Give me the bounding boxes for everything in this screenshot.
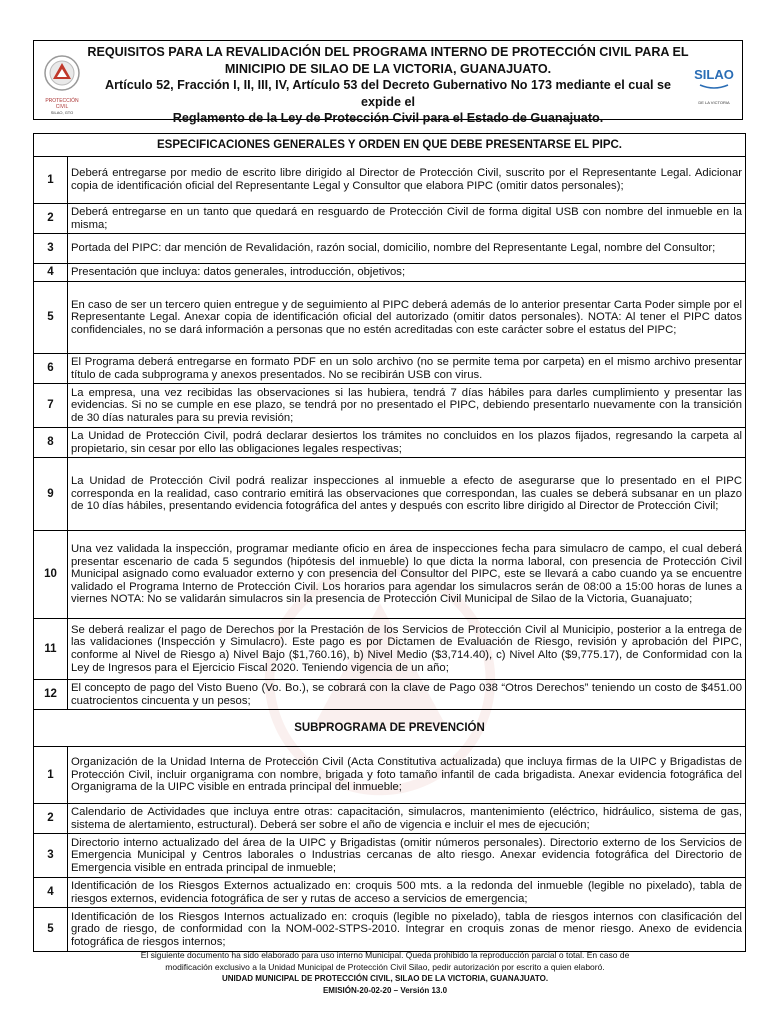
row-text: Se deberá realizar el pago de Derechos por la Prestación de los Servicios de Protección Civil al Municipio, posterior a la entrega de las validaciones (Inspección y Simulacro). Este pago es por Dictamen de Evaluación de Riesgo, revisión y aprobación del PIPC, conforme al Nivel de Riesgo a) Nivel Bajo ($1,760.16), b) Nivel Medio ($3,714.40), c) Nivel Alto ($9,775.17), de Conformidad con la Ley de Ingresos para el Ejercicio Fiscal 2020. Teniendo vigencia de un año; [68, 619, 746, 680]
row-number: 1 [34, 157, 68, 204]
table-row [34, 747, 746, 804]
legal-reference-line2: Reglamento de la Ley de Protección Civil para el Estado de Guanajuato. [172, 111, 604, 125]
footer-emission-version: EMISIÓN-20-02-20 – Versión 13.0 [322, 986, 448, 995]
table-row [34, 458, 746, 531]
row-text: Organización de la Unidad Interna de Protección Civil (Acta Constitutiva actualizada) que incluya firmas de la UIPC y Brigadistas de Protección Civil, incluir organigrama con nombre, brigada y foto tamaño infantil de cada brigadista. Anexar evidencia fotográfica del Organigrama de la UIPC visible en entrada principal del inmueble; [68, 747, 746, 804]
footer-unit-name: UNIDAD MUNICIPAL DE PROTECCIÓN CIVIL, SILAO DE LA VICTORIA, GUANAJUATO. [221, 974, 549, 983]
silao-wordmark-icon [694, 55, 734, 95]
header-text-block [84, 44, 692, 127]
table-row [34, 264, 746, 282]
row-number: 11 [34, 619, 68, 680]
row-text: El concepto de pago del Visto Bueno (Vo. Bo.), se cobrará con la clave de Pago 038 “Otros Derechos” teniendo un costo de $451.00 cuatrocientos cincuenta y un pesos; [68, 680, 746, 710]
page-title: REQUISITOS PARA LA REVALIDACIÓN DEL PROGRAMA INTERNO DE PROTECCIÓN CIVIL PARA EL MINICIPIO DE SILAO DE LA VICTORIA, GUANAJUATO. [87, 45, 689, 76]
row-text: Identificación de los Riesgos Internos actualizado en: croquis (legible no pixelado), tabla de riesgos internos con clasificación del grado de riesgo, de conformidad con la NOM-002-STPS-2010. Integrar en croquis zonas de menor riesgo. Anexo de evidencia fotográfica de riesgos internos; [68, 908, 746, 952]
row-number: 2 [34, 804, 68, 834]
table-row [34, 531, 746, 619]
row-text: Presentación que incluya: datos generales, introducción, objetivos; [68, 264, 746, 282]
row-number: 5 [34, 282, 68, 354]
row-number: 6 [34, 354, 68, 384]
row-text: El Programa deberá entregarse en formato PDF en un solo archivo (no se permite tema por carpeta) en el mismo archivo presentar título de cada subprograma y anexos presentados. No se recibirán USB con virus. [68, 354, 746, 384]
table-row [34, 908, 746, 952]
document-header [33, 40, 743, 125]
row-number: 10 [34, 531, 68, 619]
row-number: 5 [34, 908, 68, 952]
row-text: Portada del PIPC: dar mención de Revalidación, razón social, domicilio, nombre del Representante Legal, nombre del Consultor; [68, 234, 746, 264]
table-row [34, 234, 746, 264]
row-text: La Unidad de Protección Civil, podrá declarar desiertos los trámites no concluidos en los plazos fijados, regresando la carpeta al propietario, sin cesar por ello las obligaciones legales respectivas; [68, 428, 746, 458]
table-row [34, 804, 746, 834]
logo-left-caption2: SILAO, GTO [50, 110, 74, 115]
logo-right-caption: DE LA VICTORIA [698, 100, 730, 105]
document-footer [40, 949, 730, 997]
row-number: 1 [34, 747, 68, 804]
row-text: La empresa, una vez recibidas las observaciones si las hubiera, tendrá 7 días hábiles para darles cumplimiento y presentar las evidencias. Si no se cumple en ese plazo, se tendrá por no presentado el PIPC, debiendo presentarlo nuevamente con la transición de 30 días naturales para su previa revisión; [68, 384, 746, 428]
row-number: 2 [34, 204, 68, 234]
row-number: 12 [34, 680, 68, 710]
section-header-row [34, 134, 746, 157]
section-title-prevencion: SUBPROGRAMA DE PREVENCIÓN [34, 710, 746, 747]
row-number: 4 [34, 878, 68, 908]
row-text: En caso de ser un tercero quien entregue y de seguimiento al PIPC deberá además de lo anterior presentar Carta Poder simple por el Representante Legal. Anexar copia de identificación oficial del autorizado (omitir datos personales). NOTA: Al tener el PIPC datos confidenciales, no se dará información a personas que no estén acreditadas con este carácter sobre el estatus del PIPC; [68, 282, 746, 354]
logo-right-text: SILAO [694, 67, 734, 82]
row-number: 9 [34, 458, 68, 531]
row-number: 3 [34, 234, 68, 264]
table-row [34, 282, 746, 354]
table-row [34, 204, 746, 234]
table-row [34, 157, 746, 204]
row-number: 4 [34, 264, 68, 282]
footer-notice-line1: El siguiente documento ha sido elaborado para uso interno Municipal. Queda prohibido la reproducción parcial o total. En caso de [140, 950, 630, 960]
row-text: Deberá entregarse por medio de escrito libre dirigido al Director de Protección Civil, suscrito por el Representante Legal. Adicionar copia de identificación oficial del Representante Legal y Consultor que elabora PIPC (omitir datos personales); [68, 157, 746, 204]
row-text: La Unidad de Protección Civil podrá realizar inspecciones al inmueble a efecto de asegurarse que lo presentado en el PIPC corresponda en la realidad, caso contrario emitirá las observaciones que correspondan, las cuales se deberá subsanar en un plazo de 10 días hábiles, presentando evidencia fotográfica del antes y después con escrito libre dirigido al Director de Protección Civil; [68, 458, 746, 531]
section-title-general: ESPECIFICACIONES GENERALES Y ORDEN EN QUE DEBE PRESENTARSE EL PIPC. [34, 134, 746, 157]
proteccion-civil-logo [42, 53, 82, 115]
logo-left-caption: PROTECCIÓN CIVIL [45, 98, 79, 110]
row-text: Calendario de Actividades que incluya entre otras: capacitación, simulacros, mantenimiento (eléctrico, hidráulico, sistema de gas, sistema de alertamiento, estructural). Deberá ser sobre el año de vigencia e incluir el mes de ejecución; [68, 804, 746, 834]
table-row [34, 384, 746, 428]
row-text: Una vez validada la inspección, programar mediante oficio en área de inspecciones fecha para simulacro de campo, el cual deberá presentar escenario de cada 5 segundos (hipótesis del inmueble) lo que dicta la norma laboral, con presencia de Protección Civil Municipal asignado como evaluador externo y con presencia del Consultor del PIPC, este se llevará a cabo cuando ya se encuentre validado el Programa Interno de Protección Civil. Los horarios para agendar los simulacros serán de 08:00 a 15:00 horas de lunes a viernes NOTA: No se validarán simulacros sin la presencia de Protección Civil Municipal de Silao de la Victoria, Guanajuato; [68, 531, 746, 619]
requirements-table [33, 133, 746, 952]
table-row [34, 428, 746, 458]
table-row [34, 878, 746, 908]
row-text: Deberá entregarse en un tanto que quedará en resguardo de Protección Civil de forma digital USB con nombre del inmueble en la misma; [68, 204, 746, 234]
row-number: 8 [34, 428, 68, 458]
triangle-seal-icon [42, 53, 82, 93]
row-number: 3 [34, 834, 68, 878]
row-text: Identificación de los Riesgos Externos actualizado en: croquis 500 mts. a la redonda del inmueble (legible no pixelado), tabla de riesgos externos, evidencia fotográfica de ser y rutas de acceso a servicios de emergencia; [68, 878, 746, 908]
table-row [34, 354, 746, 384]
row-number: 7 [34, 384, 68, 428]
row-text: Directorio interno actualizado del área de la UIPC y Brigadistas (omitir números personales). Directorio externo de los Servicios de Emergencia Municipal y Centros laborales o Industrias cercanas de alto riesgo. Anexar evidencia fotográfica del Directorio de Emergencia visible en entrada principal de inmueble; [68, 834, 746, 878]
table-row [34, 619, 746, 680]
table-row [34, 834, 746, 878]
silao-logo [694, 55, 734, 107]
legal-reference-line1: Artículo 52, Fracción I, II, III, IV, Artículo 53 del Decreto Gubernativo No 173 mediante el cual se expide el [105, 78, 671, 109]
footer-notice-line2: modificación exclusivo a la Unidad Municipal de Protección Civil Silao, pedir autorización por escrito a quien elaboró. [165, 962, 605, 972]
section-header-row [34, 710, 746, 747]
table-row [34, 680, 746, 710]
